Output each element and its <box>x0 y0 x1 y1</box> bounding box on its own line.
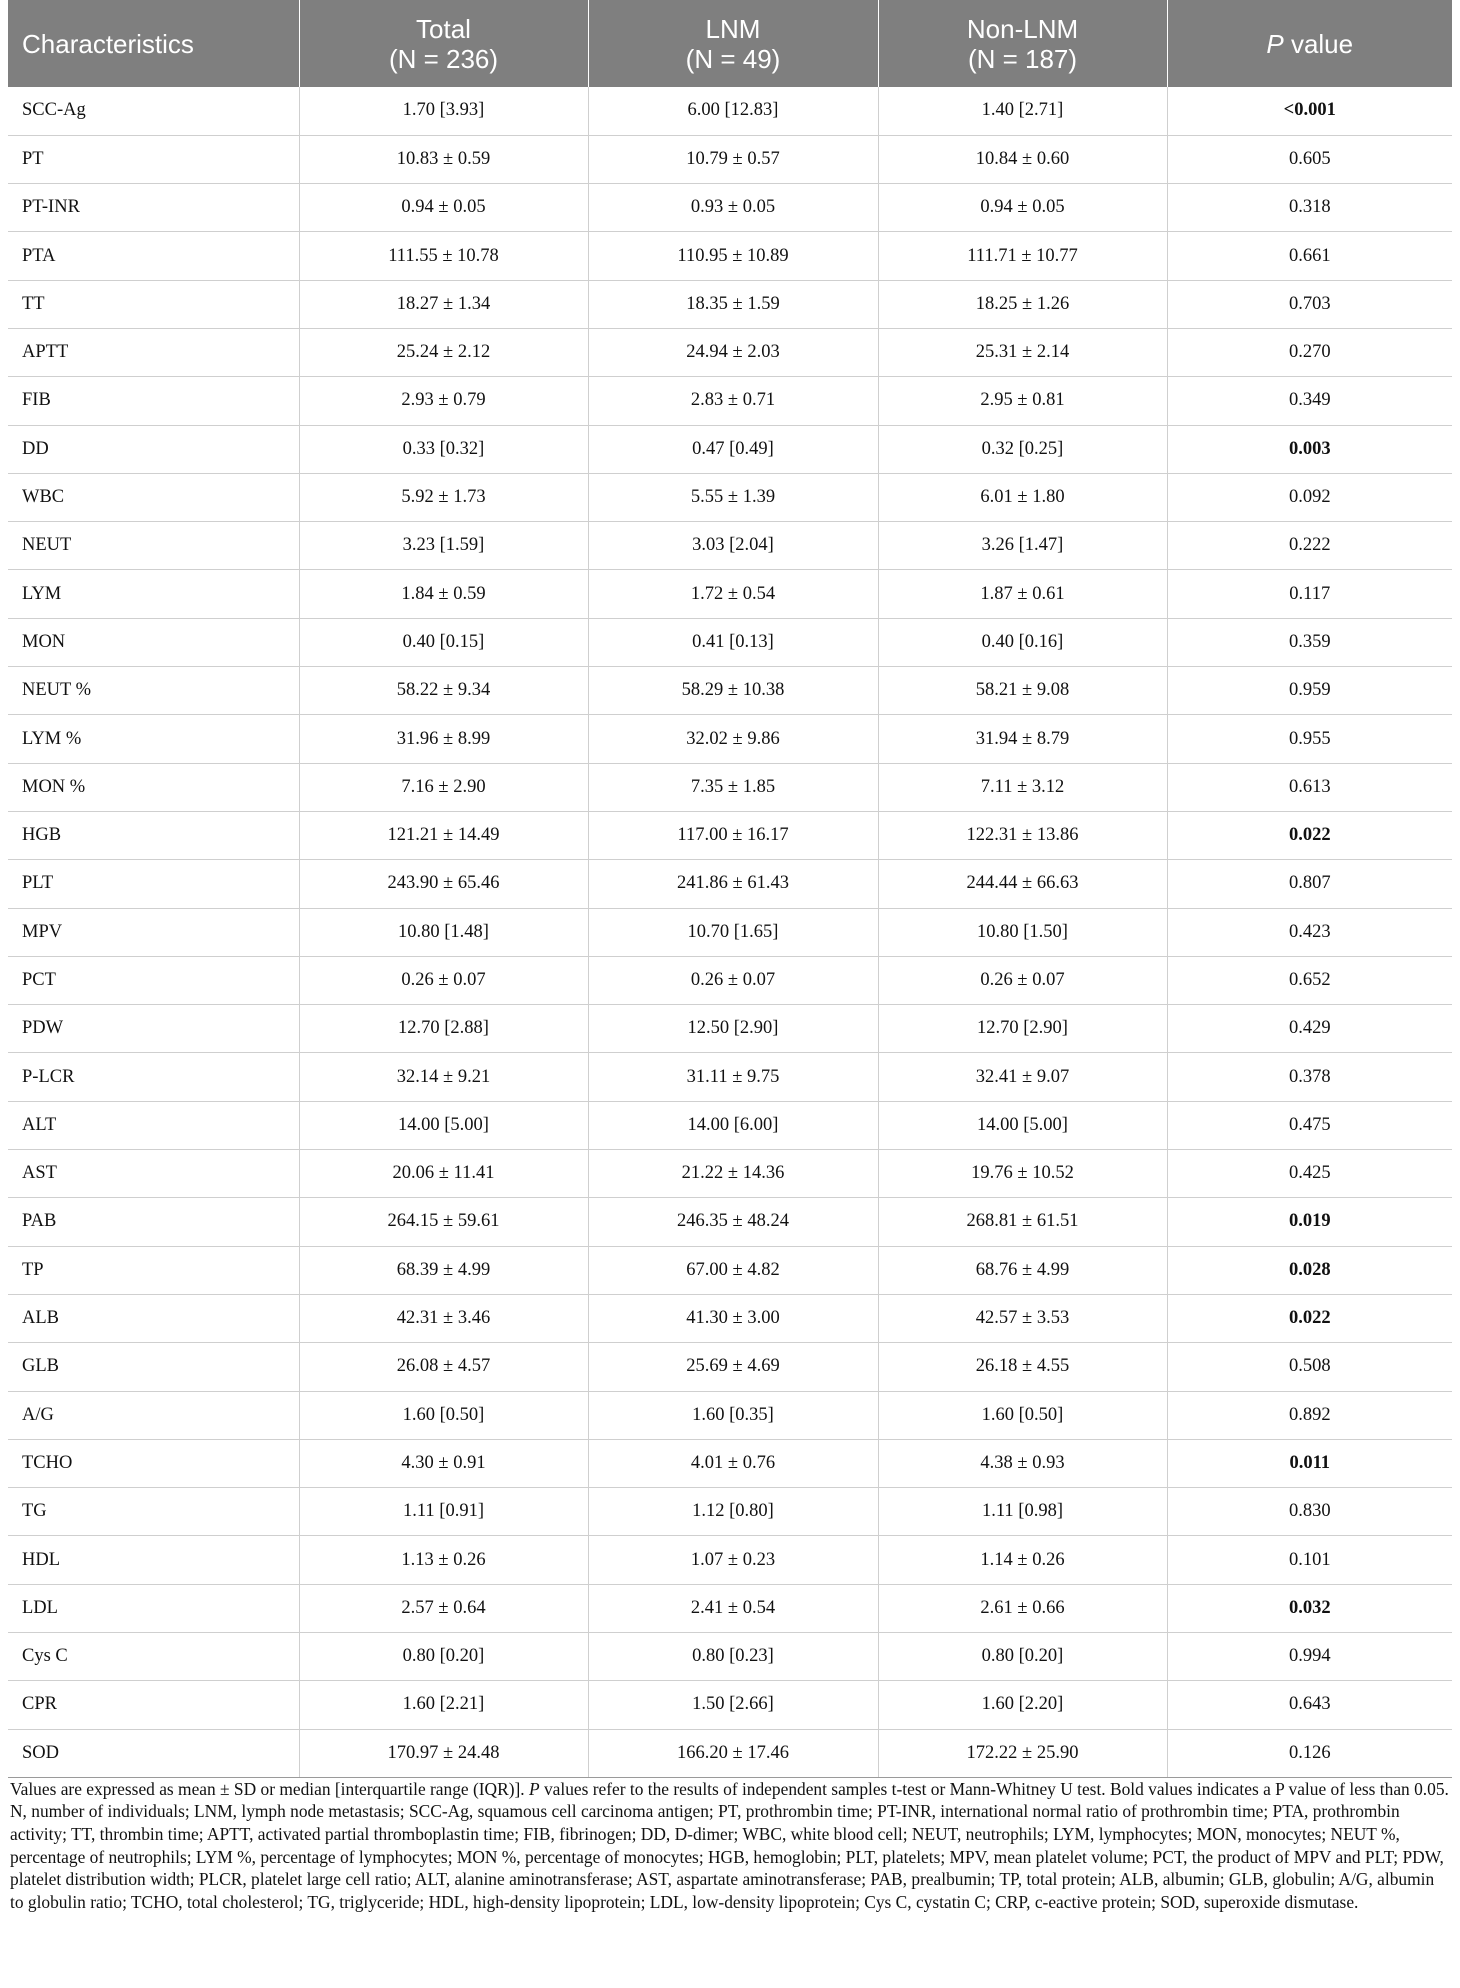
cell-total: 0.26 ± 0.07 <box>299 956 588 1004</box>
cell-non-lnm: 0.32 [0.25] <box>878 425 1167 473</box>
cell-characteristic: PTA <box>8 232 299 280</box>
table-row <box>8 473 1452 521</box>
table-row <box>8 1246 1452 1294</box>
cell-p-value: 0.994 <box>1167 1633 1452 1681</box>
cell-non-lnm: 122.31 ± 13.86 <box>878 811 1167 859</box>
table-row <box>8 1536 1452 1584</box>
cell-p-value: 0.661 <box>1167 232 1452 280</box>
cell-total: 12.70 [2.88] <box>299 1005 588 1053</box>
cell-lnm: 1.60 [0.35] <box>588 1391 878 1439</box>
cell-lnm: 0.93 ± 0.05 <box>588 184 878 232</box>
cell-non-lnm: 3.26 [1.47] <box>878 522 1167 570</box>
table-row <box>8 763 1452 811</box>
cell-total: 170.97 ± 24.48 <box>299 1729 588 1777</box>
cell-non-lnm: 0.40 [0.16] <box>878 618 1167 666</box>
cell-p-value: 0.613 <box>1167 763 1452 811</box>
header-non-lnm-n: (N = 187) <box>967 43 1078 74</box>
cell-p-value: 0.092 <box>1167 473 1452 521</box>
cell-non-lnm: 244.44 ± 66.63 <box>878 860 1167 908</box>
cell-non-lnm: 2.61 ± 0.66 <box>878 1584 1167 1632</box>
cell-total: 1.84 ± 0.59 <box>299 570 588 618</box>
cell-non-lnm: 12.70 [2.90] <box>878 1005 1167 1053</box>
header-non-lnm-label: Non-LNM <box>966 13 1079 44</box>
cell-characteristic: SCC-Ag <box>8 87 299 135</box>
cell-characteristic: MON % <box>8 763 299 811</box>
cell-lnm: 10.70 [1.65] <box>588 908 878 956</box>
cell-lnm: 58.29 ± 10.38 <box>588 667 878 715</box>
cell-characteristic: FIB <box>8 377 299 425</box>
cell-lnm: 6.00 [12.83] <box>588 87 878 135</box>
cell-lnm: 1.12 [0.80] <box>588 1488 878 1536</box>
header-p-rest: value <box>1283 28 1354 59</box>
table-row <box>8 328 1452 376</box>
cell-characteristic: PLT <box>8 860 299 908</box>
cell-characteristic: ALB <box>8 1294 299 1342</box>
table-row <box>8 715 1452 763</box>
cell-lnm: 21.22 ± 14.36 <box>588 1150 878 1198</box>
cell-characteristic: A/G <box>8 1391 299 1439</box>
cell-non-lnm: 68.76 ± 4.99 <box>878 1246 1167 1294</box>
cell-p-value: 0.830 <box>1167 1488 1452 1536</box>
cell-total: 25.24 ± 2.12 <box>299 328 588 376</box>
cell-lnm: 18.35 ± 1.59 <box>588 280 878 328</box>
cell-total: 20.06 ± 11.41 <box>299 1150 588 1198</box>
cell-total: 42.31 ± 3.46 <box>299 1294 588 1342</box>
cell-lnm: 41.30 ± 3.00 <box>588 1294 878 1342</box>
cell-non-lnm: 18.25 ± 1.26 <box>878 280 1167 328</box>
cell-total: 0.94 ± 0.05 <box>299 184 588 232</box>
cell-characteristic: P-LCR <box>8 1053 299 1101</box>
cell-lnm: 246.35 ± 48.24 <box>588 1198 878 1246</box>
header-characteristics <box>8 0 299 87</box>
cell-characteristic: TT <box>8 280 299 328</box>
table-row <box>8 1005 1452 1053</box>
header-p-italic: P <box>1266 28 1284 59</box>
cell-lnm: 7.35 ± 1.85 <box>588 763 878 811</box>
cell-total: 7.16 ± 2.90 <box>299 763 588 811</box>
cell-non-lnm: 6.01 ± 1.80 <box>878 473 1167 521</box>
table-row <box>8 522 1452 570</box>
table-header <box>8 0 1452 87</box>
cell-lnm: 10.79 ± 0.57 <box>588 135 878 183</box>
cell-p-value: 0.022 <box>1167 811 1452 859</box>
cell-characteristic: WBC <box>8 473 299 521</box>
table-footnotes <box>8 1778 1452 1914</box>
cell-lnm: 110.95 ± 10.89 <box>588 232 878 280</box>
cell-total: 2.57 ± 0.64 <box>299 1584 588 1632</box>
header-characteristics-label: Characteristics <box>22 28 194 59</box>
cell-lnm: 2.83 ± 0.71 <box>588 377 878 425</box>
header-lnm-label: LNM <box>705 13 761 44</box>
cell-non-lnm: 172.22 ± 25.90 <box>878 1729 1167 1777</box>
table-row <box>8 1101 1452 1149</box>
cell-non-lnm: 7.11 ± 3.12 <box>878 763 1167 811</box>
cell-p-value: 0.028 <box>1167 1246 1452 1294</box>
table-row <box>8 908 1452 956</box>
cell-p-value: 0.349 <box>1167 377 1452 425</box>
table-row <box>8 1488 1452 1536</box>
cell-non-lnm: 19.76 ± 10.52 <box>878 1150 1167 1198</box>
cell-p-value: 0.508 <box>1167 1343 1452 1391</box>
header-lnm-n: (N = 49) <box>685 43 781 74</box>
cell-lnm: 0.26 ± 0.07 <box>588 956 878 1004</box>
cell-non-lnm: 58.21 ± 9.08 <box>878 667 1167 715</box>
table-row <box>8 618 1452 666</box>
cell-total: 121.21 ± 14.49 <box>299 811 588 859</box>
cell-lnm: 14.00 [6.00] <box>588 1101 878 1149</box>
cell-non-lnm: 0.26 ± 0.07 <box>878 956 1167 1004</box>
cell-characteristic: LYM <box>8 570 299 618</box>
cell-p-value: 0.359 <box>1167 618 1452 666</box>
cell-p-value: 0.429 <box>1167 1005 1452 1053</box>
cell-p-value: 0.955 <box>1167 715 1452 763</box>
table-row <box>8 1294 1452 1342</box>
cell-p-value: 0.643 <box>1167 1681 1452 1729</box>
cell-characteristic: NEUT <box>8 522 299 570</box>
cell-total: 1.70 [3.93] <box>299 87 588 135</box>
header-total <box>299 0 588 87</box>
cell-total: 14.00 [5.00] <box>299 1101 588 1149</box>
cell-p-value: 0.270 <box>1167 328 1452 376</box>
cell-non-lnm: 1.14 ± 0.26 <box>878 1536 1167 1584</box>
table-row <box>8 1681 1452 1729</box>
cell-lnm: 67.00 ± 4.82 <box>588 1246 878 1294</box>
cell-lnm: 3.03 [2.04] <box>588 522 878 570</box>
cell-lnm: 117.00 ± 16.17 <box>588 811 878 859</box>
cell-non-lnm: 10.80 [1.50] <box>878 908 1167 956</box>
document <box>8 0 1452 1913</box>
cell-p-value: 0.425 <box>1167 1150 1452 1198</box>
table-row <box>8 1729 1452 1777</box>
cell-characteristic: MON <box>8 618 299 666</box>
characteristics-table <box>8 0 1452 1778</box>
cell-p-value: 0.101 <box>1167 1536 1452 1584</box>
cell-characteristic: DD <box>8 425 299 473</box>
cell-characteristic: PDW <box>8 1005 299 1053</box>
cell-p-value: 0.892 <box>1167 1391 1452 1439</box>
table-row <box>8 1439 1452 1487</box>
cell-total: 0.33 [0.32] <box>299 425 588 473</box>
cell-total: 243.90 ± 65.46 <box>299 860 588 908</box>
table-row <box>8 811 1452 859</box>
table-row <box>8 860 1452 908</box>
cell-lnm: 5.55 ± 1.39 <box>588 473 878 521</box>
cell-characteristic: PT <box>8 135 299 183</box>
cell-characteristic: ALT <box>8 1101 299 1149</box>
table-row <box>8 1633 1452 1681</box>
cell-non-lnm: 1.87 ± 0.61 <box>878 570 1167 618</box>
cell-characteristic: AST <box>8 1150 299 1198</box>
cell-p-value: 0.605 <box>1167 135 1452 183</box>
cell-p-value: 0.475 <box>1167 1101 1452 1149</box>
cell-non-lnm: 1.60 [0.50] <box>878 1391 1167 1439</box>
cell-total: 1.11 [0.91] <box>299 1488 588 1536</box>
table-row <box>8 1053 1452 1101</box>
header-total-n: (N = 236) <box>388 43 499 74</box>
cell-p-value: 0.222 <box>1167 522 1452 570</box>
cell-non-lnm: 0.80 [0.20] <box>878 1633 1167 1681</box>
cell-lnm: 0.41 [0.13] <box>588 618 878 666</box>
cell-lnm: 1.72 ± 0.54 <box>588 570 878 618</box>
cell-non-lnm: 26.18 ± 4.55 <box>878 1343 1167 1391</box>
cell-total: 4.30 ± 0.91 <box>299 1439 588 1487</box>
footnote-values-p: P <box>529 1778 540 1799</box>
cell-non-lnm: 2.95 ± 0.81 <box>878 377 1167 425</box>
cell-p-value: 0.807 <box>1167 860 1452 908</box>
cell-total: 10.80 [1.48] <box>299 908 588 956</box>
cell-p-value: 0.378 <box>1167 1053 1452 1101</box>
table-row <box>8 135 1452 183</box>
table-row <box>8 184 1452 232</box>
table-row <box>8 667 1452 715</box>
table-row <box>8 1198 1452 1246</box>
header-total-label: Total <box>416 13 471 44</box>
table-row <box>8 1584 1452 1632</box>
cell-p-value: 0.022 <box>1167 1294 1452 1342</box>
footnote-values-a: Values are expressed as mean ± SD or median [interquartile range (IQR)]. <box>10 1778 529 1799</box>
cell-characteristic: CPR <box>8 1681 299 1729</box>
cell-total: 18.27 ± 1.34 <box>299 280 588 328</box>
cell-p-value: 0.032 <box>1167 1584 1452 1632</box>
cell-characteristic: PCT <box>8 956 299 1004</box>
cell-characteristic: APTT <box>8 328 299 376</box>
cell-non-lnm: 1.11 [0.98] <box>878 1488 1167 1536</box>
cell-lnm: 2.41 ± 0.54 <box>588 1584 878 1632</box>
cell-characteristic: PAB <box>8 1198 299 1246</box>
table-row <box>8 1343 1452 1391</box>
table-row <box>8 425 1452 473</box>
cell-lnm: 12.50 [2.90] <box>588 1005 878 1053</box>
cell-lnm: 24.94 ± 2.03 <box>588 328 878 376</box>
cell-p-value: <0.001 <box>1167 87 1452 135</box>
cell-lnm: 4.01 ± 0.76 <box>588 1439 878 1487</box>
cell-non-lnm: 4.38 ± 0.93 <box>878 1439 1167 1487</box>
cell-lnm: 1.50 [2.66] <box>588 1681 878 1729</box>
cell-total: 1.60 [0.50] <box>299 1391 588 1439</box>
cell-characteristic: TP <box>8 1246 299 1294</box>
cell-lnm: 0.80 [0.23] <box>588 1633 878 1681</box>
cell-non-lnm: 268.81 ± 61.51 <box>878 1198 1167 1246</box>
header-non-lnm <box>878 0 1167 87</box>
cell-p-value: 0.126 <box>1167 1729 1452 1777</box>
cell-lnm: 32.02 ± 9.86 <box>588 715 878 763</box>
cell-non-lnm: 31.94 ± 8.79 <box>878 715 1167 763</box>
cell-non-lnm: 1.60 [2.20] <box>878 1681 1167 1729</box>
table-row <box>8 280 1452 328</box>
cell-characteristic: TG <box>8 1488 299 1536</box>
cell-lnm: 0.47 [0.49] <box>588 425 878 473</box>
table-row <box>8 87 1452 135</box>
cell-total: 0.40 [0.15] <box>299 618 588 666</box>
cell-total: 5.92 ± 1.73 <box>299 473 588 521</box>
cell-total: 68.39 ± 4.99 <box>299 1246 588 1294</box>
cell-total: 3.23 [1.59] <box>299 522 588 570</box>
cell-total: 1.13 ± 0.26 <box>299 1536 588 1584</box>
cell-characteristic: LYM % <box>8 715 299 763</box>
cell-p-value: 0.703 <box>1167 280 1452 328</box>
cell-total: 32.14 ± 9.21 <box>299 1053 588 1101</box>
cell-characteristic: LDL <box>8 1584 299 1632</box>
cell-lnm: 31.11 ± 9.75 <box>588 1053 878 1101</box>
cell-characteristic: PT-INR <box>8 184 299 232</box>
cell-non-lnm: 42.57 ± 3.53 <box>878 1294 1167 1342</box>
cell-characteristic: Cys C <box>8 1633 299 1681</box>
cell-characteristic: MPV <box>8 908 299 956</box>
cell-p-value: 0.652 <box>1167 956 1452 1004</box>
cell-non-lnm: 0.94 ± 0.05 <box>878 184 1167 232</box>
cell-total: 31.96 ± 8.99 <box>299 715 588 763</box>
cell-total: 58.22 ± 9.34 <box>299 667 588 715</box>
cell-total: 264.15 ± 59.61 <box>299 1198 588 1246</box>
footnote-values <box>10 1778 1450 1801</box>
cell-lnm: 241.86 ± 61.43 <box>588 860 878 908</box>
header-p-value <box>1167 0 1452 87</box>
cell-lnm: 25.69 ± 4.69 <box>588 1343 878 1391</box>
cell-non-lnm: 1.40 [2.71] <box>878 87 1167 135</box>
cell-characteristic: SOD <box>8 1729 299 1777</box>
cell-p-value: 0.011 <box>1167 1439 1452 1487</box>
cell-p-value: 0.318 <box>1167 184 1452 232</box>
cell-non-lnm: 32.41 ± 9.07 <box>878 1053 1167 1101</box>
cell-p-value: 0.117 <box>1167 570 1452 618</box>
header-row <box>8 0 1452 87</box>
cell-non-lnm: 25.31 ± 2.14 <box>878 328 1167 376</box>
table-row <box>8 1391 1452 1439</box>
cell-p-value: 0.003 <box>1167 425 1452 473</box>
footnote-values-b: values refer to the results of independent samples t-test or Mann-Whitney U test. Bold values indicates a P value of less than 0.05. <box>539 1778 1449 1799</box>
table-row <box>8 232 1452 280</box>
cell-characteristic: GLB <box>8 1343 299 1391</box>
cell-p-value: 0.423 <box>1167 908 1452 956</box>
cell-non-lnm: 14.00 [5.00] <box>878 1101 1167 1149</box>
table-body <box>8 87 1452 1777</box>
table-row <box>8 570 1452 618</box>
cell-total: 1.60 [2.21] <box>299 1681 588 1729</box>
cell-non-lnm: 111.71 ± 10.77 <box>878 232 1167 280</box>
footnote-abbreviations: N, number of individuals; LNM, lymph node metastasis; SCC-Ag, squamous cell carcinoma antigen; PT, prothrombin time; PT-INR, international normal ratio of prothrombin time; PTA, prothrombin activity; TT, thrombin time; APTT, activated partial thromboplastin time; FIB, fibrinogen; DD, D-dimer; WBC, white blood cell; NEUT, neutrophils; LYM, lymphocytes; MON, monocytes; NEUT %, percentage of neutrophils; LYM %, percentage of lymphocytes; MON %, percentage of monocytes; HGB, hemoglobin; PLT, platelets; MPV, mean platelet volume; PCT, the product of MPV and PLT; PDW, platelet distribution width; PLCR, platelet large cell ratio; ALT, alanine aminotransferase; AST, aspartate aminotransferase; PAB, prealbumin; TP, total protein; ALB, albumin; GLB, globulin; A/G, albumin to globulin ratio; TCHO, total cholesterol; TG, triglyceride; HDL, high-density lipoprotein; LDL, low-density lipoprotein; Cys C, cystatin C; CRP, c-eactive protein; SOD, superoxide dismutase. <box>10 1801 1444 1912</box>
cell-p-value: 0.019 <box>1167 1198 1452 1246</box>
cell-total: 26.08 ± 4.57 <box>299 1343 588 1391</box>
cell-p-value: 0.959 <box>1167 667 1452 715</box>
table-row <box>8 956 1452 1004</box>
table-row <box>8 377 1452 425</box>
cell-non-lnm: 10.84 ± 0.60 <box>878 135 1167 183</box>
cell-total: 2.93 ± 0.79 <box>299 377 588 425</box>
cell-characteristic: NEUT % <box>8 667 299 715</box>
cell-lnm: 166.20 ± 17.46 <box>588 1729 878 1777</box>
cell-characteristic: TCHO <box>8 1439 299 1487</box>
header-lnm <box>588 0 878 87</box>
table-row <box>8 1150 1452 1198</box>
cell-total: 0.80 [0.20] <box>299 1633 588 1681</box>
cell-characteristic: HDL <box>8 1536 299 1584</box>
cell-total: 111.55 ± 10.78 <box>299 232 588 280</box>
cell-lnm: 1.07 ± 0.23 <box>588 1536 878 1584</box>
cell-characteristic: HGB <box>8 811 299 859</box>
cell-total: 10.83 ± 0.59 <box>299 135 588 183</box>
